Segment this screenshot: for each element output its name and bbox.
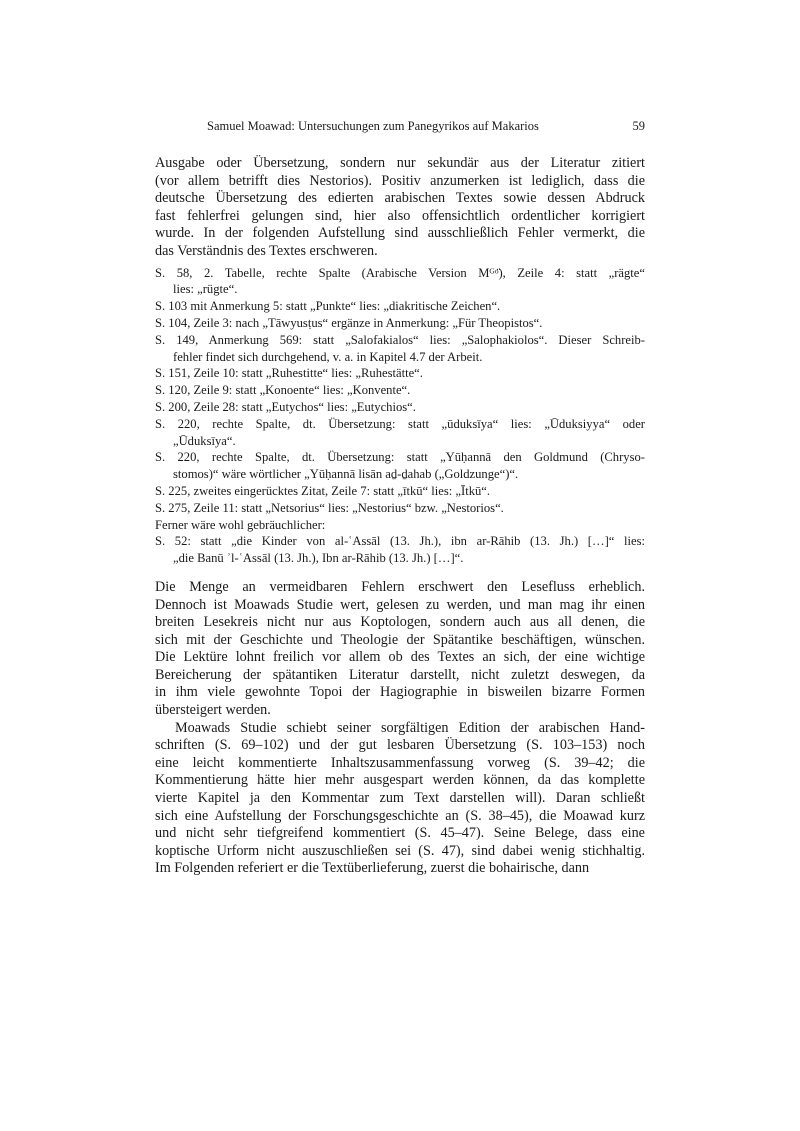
text-line: Die Menge an vermeidbaren Fehlern erschwert den Lesefluss erheblich. <box>155 578 645 595</box>
text-line: deutsche Übersetzung des edierten arabischen Textes sowie dessen Abdruck <box>155 190 645 207</box>
paragraph-3 <box>155 720 645 878</box>
errata-item-line: S. 220, rechte Spalte, dt. Übersetzung: statt „Yūḥannā den Goldmund (Chryso- <box>155 450 645 465</box>
errata-item-line: S. 52: statt „die Kinder von al-ʿAssāl (13. Jh.), ibn ar-Rāhib (13. Jh.) […]“ lies: <box>155 534 645 549</box>
paragraph-2 <box>155 579 645 720</box>
page-number: 59 <box>632 119 645 133</box>
text-line: Bereicherung der spätantiken Literatur darstellt, nicht zuletzt deswegen, da <box>155 666 645 683</box>
text-line: schriften (S. 69–102) und der gut lesbaren Übersetzung (S. 103–153) noch <box>155 737 645 754</box>
errata-item-line: „Ūduksīya“. <box>173 433 236 448</box>
text-line: Kommentierung hätte hier mehr ausgespart werden können, da das komplette <box>155 772 645 789</box>
text-line: in ihm viele gewohnte Topoi der Hagiographie in bisweilen bizarre Formen <box>155 684 645 701</box>
errata-item-line: S. 220, rechte Spalte, dt. Übersetzung: statt „ūduksīya“ lies: „Ūduksiyya“ oder <box>155 416 645 431</box>
text-line: Dennoch ist Moawads Studie wert, gelesen zu werden, und man mag ihr einen <box>155 596 645 613</box>
text-line: übersteigert werden. <box>155 702 271 719</box>
text-line: breiten Lesekreis nicht nur aus Koptologen, sondern auch aus all denen, die <box>155 614 645 631</box>
text-line: eine leicht kommentierte Inhaltszusammenfassung vorweg (S. 39–42; die <box>155 754 645 771</box>
errata-subheading: Ferner wäre wohl gebräuchlicher: <box>155 517 326 532</box>
errata-item-line: S. 149, Anmerkung 569: statt „Salofakialos“ lies: „Salophakiolos“. Dieser Schreib- <box>155 332 645 347</box>
text-line: koptische Urform nicht auszuschließen sei (S. 47), sind dabei wenig stichhaltig. <box>155 842 645 859</box>
errata-item-line: S. 58, 2. Tabelle, rechte Spalte (Arabische Version Mᴳᵒ̈), Zeile 4: statt „rägte“ <box>155 265 645 280</box>
errata-item-line: S. 104, Zeile 3: nach „Tāwyusṭus“ ergänze in Anmerkung: „Für Theopistos“. <box>155 315 543 330</box>
running-header <box>207 119 645 134</box>
paragraph-1 <box>155 155 645 261</box>
text-line: Im Folgenden referiert er die Textüberlieferung, zuerst die bohairische, dann <box>155 860 590 877</box>
errata-item-line: S. 225, zweites eingerücktes Zitat, Zeile 7: statt „ītkū“ lies: „Ītkū“. <box>155 483 491 498</box>
errata-item-line: S. 200, Zeile 28: statt „Eutychos“ lies: „Eutychios“. <box>155 399 416 414</box>
text-line: Ausgabe oder Übersetzung, sondern nur sekundär aus der Literatur zitiert <box>155 155 645 171</box>
text-line: wurde. In der folgenden Aufstellung sind ausschließlich Fehler vermerkt, die <box>155 225 645 242</box>
text-line: Die Lektüre lohnt freilich vor allem ob des Textes an sich, der eine wichtige <box>155 649 645 666</box>
text-line: das Verständnis des Textes erschweren. <box>155 242 378 259</box>
text-line: sich eine Aufstellung der Forschungsgeschichte an (S. 38–45), die Moawad kurz <box>155 807 645 824</box>
running-title: Samuel Moawad: Untersuchungen zum Panegyrikos auf Makarios <box>207 119 539 133</box>
text-line: sich mit der Geschichte und Theologie der Spätantike beschäftigen, wünschen. <box>155 631 645 648</box>
body-text <box>155 155 645 878</box>
text-line: und nicht sehr tiefgreifend kommentiert (S. 45–47). Seine Belege, dass eine <box>155 825 645 842</box>
errata-item-line: S. 275, Zeile 11: statt „Netsorius“ lies: „Nestorius“ bzw. „Nestorios“. <box>155 500 504 515</box>
text-line: fast fehlerfrei gelungen sind, hier also offensichtlich ordentlicher korrigiert <box>155 207 645 224</box>
errata-item-line: S. 120, Zeile 9: statt „Konoente“ lies: „Konvente“. <box>155 383 411 398</box>
text-line: vierte Kapitel ja den Kommentar zum Text darstellen will). Daran schließt <box>155 790 645 807</box>
errata-item-line: S. 103 mit Anmerkung 5: statt „Punkte“ lies: „diakritische Zeichen“. <box>155 299 501 314</box>
errata-item-line: „die Banū ʾl-ʿAssāl (13. Jh.), Ibn ar-Rāhib (13. Jh.) […]“. <box>173 551 464 566</box>
errata-list <box>155 265 645 567</box>
text-line: (vor allem betrifft dies Nestorios). Positiv anzumerken ist lediglich, dass die <box>155 172 645 189</box>
errata-item-line: lies: „rügte“. <box>173 282 238 297</box>
errata-item-line: fehler findet sich durchgehend, v. a. in Kapitel 4.7 der Arbeit. <box>173 349 483 364</box>
text-line: Moawads Studie schiebt seiner sorgfältigen Edition der arabischen Hand- <box>175 719 645 736</box>
errata-item-line: stomos)“ wäre wörtlicher „Yūḥannā lisān aḏ-ḏahab („Goldzunge“)“. <box>173 467 519 482</box>
errata-item-line: S. 151, Zeile 10: statt „Ruhestitte“ lies: „Ruhestätte“. <box>155 366 423 381</box>
